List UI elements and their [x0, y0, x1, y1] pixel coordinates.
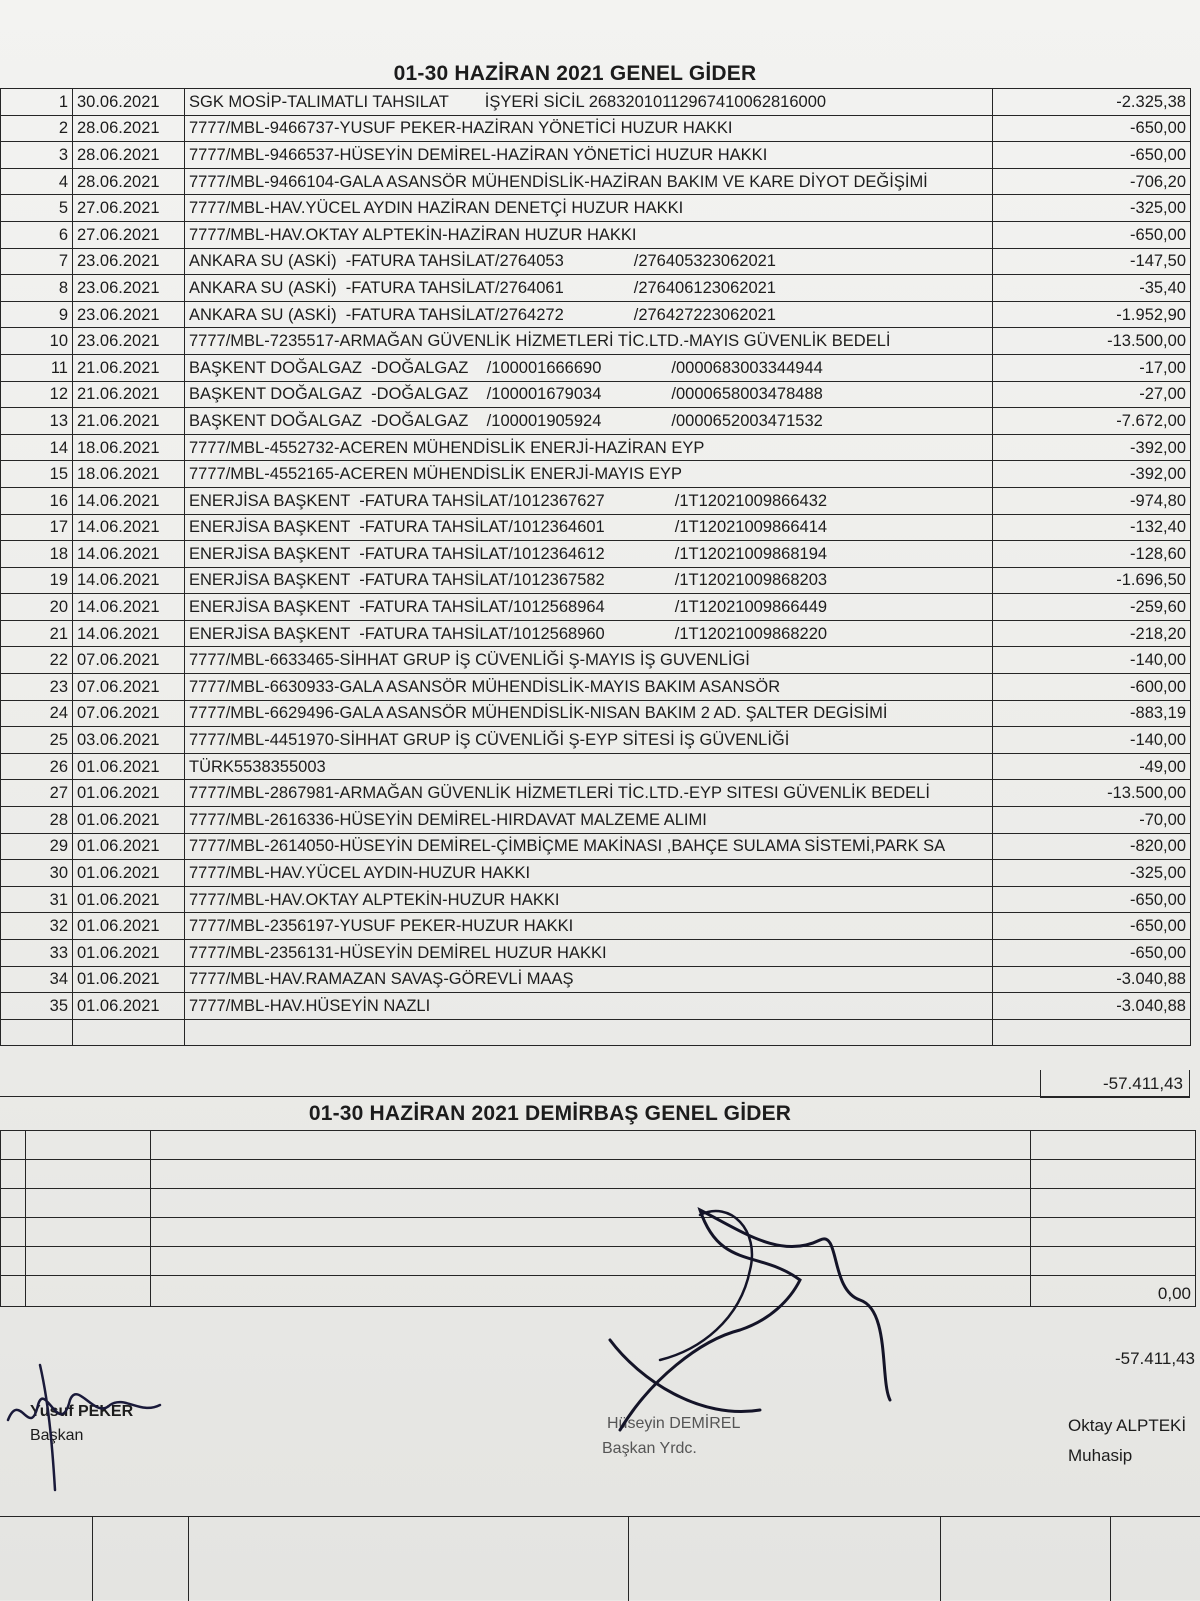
table-row — [1, 1131, 1196, 1160]
fixed-asset-table — [0, 1130, 1196, 1307]
row-description — [185, 195, 993, 222]
row-amount: -600,00 — [993, 674, 1191, 701]
row-description-text: 7777/MBL-6633465-SİHHAT GRUP İŞ CÜVENLİĞİ Ş-MAYIS İŞ GUVENLİGİ — [189, 651, 750, 670]
row-description — [185, 700, 993, 727]
row-reference: İŞYERİ SİCİL 2683201011296741006281600​0 — [484, 92, 827, 111]
row-date: 01.06.2021 — [73, 807, 185, 834]
expense-table — [0, 88, 1191, 1046]
row-amount: -2.325,38 — [993, 89, 1191, 116]
row-date: 21.06.2021 — [73, 381, 185, 408]
general-total: -57.411,43 — [1040, 1070, 1190, 1098]
footer-grid-line — [940, 1517, 941, 1601]
row-number: 18 — [1, 541, 73, 568]
row-description — [185, 860, 993, 887]
row-number: 2 — [1, 115, 73, 142]
row-number: 21 — [1, 620, 73, 647]
row-description — [185, 248, 993, 275]
row-description — [185, 620, 993, 647]
row-description — [185, 674, 993, 701]
row-amount: -13.500,00 — [993, 780, 1191, 807]
row-description — [185, 115, 993, 142]
row-reference: /0000658003478488 — [671, 385, 823, 404]
row-amount: -650,00 — [993, 940, 1191, 967]
row-description-text: 7777/MBL-HAV.OKTAY ALPTEKİN-HUZUR HAKKI — [189, 890, 560, 909]
table-row — [1, 1160, 1196, 1189]
row-number: 10 — [1, 328, 73, 355]
row-number: 17 — [1, 514, 73, 541]
footer-grid-line — [92, 1517, 93, 1601]
row-amount: -49,00 — [993, 753, 1191, 780]
row-amount: -7.672,00 — [993, 408, 1191, 435]
row-description-text: 7777/MBL-6630933-GALA ASANSÖR MÜHENDİSLİK-MAYIS BAKIM ASANSÖR — [189, 677, 781, 696]
row-description-text: 7777/MBL-HAV.OKTAY ALPTEKİN-HAZİRAN HUZUR HAKKI — [189, 225, 637, 244]
signatory-name-3: Oktay ALPTEKİ — [1068, 1416, 1187, 1435]
row-description — [185, 434, 993, 461]
row-reference: /1T12021009866414 — [674, 518, 828, 537]
row-amount: -140,00 — [993, 647, 1191, 674]
row-number: 34 — [1, 966, 73, 993]
footer-grid-line — [188, 1517, 189, 1601]
row-description — [185, 301, 993, 328]
row-number: 24 — [1, 700, 73, 727]
signatory-name-1: Yusuf PEKER — [30, 1403, 134, 1420]
row-description-text: ANKARA SU (ASKİ) -FATURA TAHSİLAT/2764053 — [189, 252, 564, 271]
row-description — [185, 727, 993, 754]
row-description-text: SGK MOSİP-TALIMATLI TAHSILAT — [189, 92, 449, 111]
row-description-text: 7777/MBL-2614050-HÜSEYİN DEMİREL-ÇİMBİÇME MAKİNASI ,BAHÇE SULAMA SİSTEMİ,PARK SA — [189, 837, 946, 856]
row-date: 07.06.2021 — [73, 700, 185, 727]
row-description — [185, 993, 993, 1020]
footer-grid-line — [1110, 1517, 1111, 1601]
row-amount: -147,50 — [993, 248, 1191, 275]
row-description-text: 7777/MBL-HAV.RAMAZAN SAVAŞ-GÖREVLİ MAAŞ — [189, 970, 574, 989]
row-date: 01.06.2021 — [73, 966, 185, 993]
row-date: 28.06.2021 — [73, 115, 185, 142]
row-description-text: BAŞKENT DOĞALGAZ -DOĞALGAZ /100001679034 — [189, 385, 602, 404]
row-number: 14 — [1, 434, 73, 461]
row-description-text: ANKARA SU (ASKİ) -FATURA TAHSİLAT/2764272 — [189, 305, 564, 324]
row-amount: -325,00 — [993, 195, 1191, 222]
row-date: 21.06.2021 — [73, 354, 185, 381]
table-row — [1, 674, 1191, 701]
empty-cell — [185, 1019, 993, 1046]
table-row — [1, 594, 1191, 621]
row-number: 33 — [1, 940, 73, 967]
row-description — [185, 275, 993, 302]
row-amount: -140,00 — [993, 727, 1191, 754]
table-row — [1, 1189, 1196, 1218]
row-number: 1 — [1, 89, 73, 116]
row-description — [185, 753, 993, 780]
table-row — [1, 780, 1191, 807]
row-date: 23.06.2021 — [73, 248, 185, 275]
row-number: 15 — [1, 461, 73, 488]
row-number: 4 — [1, 168, 73, 195]
row-number: 12 — [1, 381, 73, 408]
row-amount: -27,00 — [993, 381, 1191, 408]
footer-grid-line — [628, 1517, 629, 1601]
row-description-text: ANKARA SU (ASKİ) -FATURA TAHSİLAT/2764061 — [189, 278, 564, 297]
table-row — [1, 1247, 1196, 1276]
row-description — [185, 408, 993, 435]
table-row — [1, 354, 1191, 381]
row-description-text: TÜRK5538355003 — [189, 757, 326, 776]
row-date: 14.06.2021 — [73, 514, 185, 541]
table-row — [1, 541, 1191, 568]
row-reference: /276427223062021 — [633, 305, 776, 324]
row-amount: -325,00 — [993, 860, 1191, 887]
row-description-text: ENERJİSA BAŞKENT -FATURA TAHSİLAT/1012568964 — [189, 598, 605, 617]
row-reference: /276405323062021 — [633, 252, 776, 271]
table-row — [1, 1276, 1196, 1307]
table-row — [1, 993, 1191, 1020]
row-description — [185, 221, 993, 248]
row-date: 03.06.2021 — [73, 727, 185, 754]
table-row — [1, 1019, 1191, 1046]
row-date: 01.06.2021 — [73, 993, 185, 1020]
table-row — [1, 487, 1191, 514]
row-date: 21.06.2021 — [73, 408, 185, 435]
row-amount: -3.040,88 — [993, 966, 1191, 993]
row-number: 35 — [1, 993, 73, 1020]
table-row — [1, 700, 1191, 727]
table-row — [1, 567, 1191, 594]
row-date: 23.06.2021 — [73, 328, 185, 355]
row-date: 01.06.2021 — [73, 780, 185, 807]
table-row — [1, 328, 1191, 355]
row-description — [185, 541, 993, 568]
row-description-text: 7777/MBL-4552732-ACEREN MÜHENDİSLİK ENERJİ-HAZİRAN EYP — [189, 438, 705, 457]
row-number: 5 — [1, 195, 73, 222]
row-date: 18.06.2021 — [73, 434, 185, 461]
empty-cell — [993, 1019, 1191, 1046]
row-number: 25 — [1, 727, 73, 754]
row-amount: -392,00 — [993, 461, 1191, 488]
row-reference: /1T12021009866432 — [674, 491, 828, 510]
row-number: 16 — [1, 487, 73, 514]
row-date: 14.06.2021 — [73, 594, 185, 621]
row-reference: /0000683003344944 — [671, 358, 823, 377]
row-description — [185, 168, 993, 195]
row-number: 8 — [1, 275, 73, 302]
row-description — [185, 966, 993, 993]
row-reference: /276406123062021 — [633, 278, 776, 297]
row-description-text: 7777/MBL-9466104-GALA ASANSÖR MÜHENDİSLİK-HAZİRAN BAKIM VE KARE DİYOT DEĞİŞİMİ — [189, 172, 928, 191]
row-amount: -650,00 — [993, 142, 1191, 169]
row-date: 28.06.2021 — [73, 168, 185, 195]
table-row — [1, 807, 1191, 834]
table-row — [1, 940, 1191, 967]
table-row — [1, 727, 1191, 754]
row-amount: -17,00 — [993, 354, 1191, 381]
row-amount: -70,00 — [993, 807, 1191, 834]
row-description — [185, 89, 993, 116]
table-row — [1, 461, 1191, 488]
row-description — [185, 461, 993, 488]
table-row — [1, 833, 1191, 860]
row-number: 20 — [1, 594, 73, 621]
row-description — [185, 381, 993, 408]
row-date: 23.06.2021 — [73, 275, 185, 302]
row-description — [185, 328, 993, 355]
row-description — [185, 487, 993, 514]
row-number: 22 — [1, 647, 73, 674]
row-number: 6 — [1, 221, 73, 248]
row-number: 27 — [1, 780, 73, 807]
row-amount: -259,60 — [993, 594, 1191, 621]
row-description-text: 7777/MBL-6629496-GALA ASANSÖR MÜHENDİSLİK-NISAN BAKIM 2 AD. ŞALTER DEGİSİMİ — [189, 704, 888, 723]
row-reference: /0000652003471532 — [671, 411, 823, 430]
row-description-text: 7777/MBL-4552165-ACEREN MÜHENDİSLİK ENERJİ-MAYIS EYP — [189, 465, 683, 484]
row-date: 28.06.2021 — [73, 142, 185, 169]
row-number: 11 — [1, 354, 73, 381]
table-row — [1, 168, 1191, 195]
table-row — [1, 248, 1191, 275]
row-description-text: 7777/MBL-2356197-YUSUF PEKER-HUZUR HAKKI — [189, 917, 574, 936]
row-number: 29 — [1, 833, 73, 860]
row-description-text: 7777/MBL-9466537-HÜSEYİN DEMİREL-HAZİRAN YÖNETİCİ HUZUR HAKKI — [189, 145, 768, 164]
table-row — [1, 434, 1191, 461]
empty-cell — [73, 1019, 185, 1046]
row-date: 27.06.2021 — [73, 195, 185, 222]
row-amount: -650,00 — [993, 913, 1191, 940]
table-row — [1, 408, 1191, 435]
row-number: 26 — [1, 753, 73, 780]
row-date: 14.06.2021 — [73, 567, 185, 594]
row-description-text: BAŞKENT DOĞALGAZ -DOĞALGAZ /100001905924 — [189, 411, 602, 430]
row-date: 07.06.2021 — [73, 647, 185, 674]
table-row — [1, 620, 1191, 647]
row-description-text: 7777/MBL-2867981-ARMAĞAN GÜVENLİK HİZMETLERİ TİC.LTD.-EYP SITESI GÜVENLİK BEDELİ — [189, 784, 930, 803]
signatory-role-2: Başkan Yrdc. — [602, 1440, 697, 1457]
row-date: 18.06.2021 — [73, 461, 185, 488]
row-number: 13 — [1, 408, 73, 435]
row-description — [185, 886, 993, 913]
table-row — [1, 381, 1191, 408]
row-description — [185, 913, 993, 940]
row-amount: -1.952,90 — [993, 301, 1191, 328]
row-reference: /1T12021009866449 — [674, 598, 828, 617]
table-row — [1, 301, 1191, 328]
row-amount: -3.040,88 — [993, 993, 1191, 1020]
grand-total: -57.411,43 — [1114, 1349, 1195, 1368]
row-description-text: 7777/MBL-9466737-YUSUF PEKER-HAZİRAN YÖNETİCİ HUZUR HAKKI — [189, 119, 733, 138]
row-date: 14.06.2021 — [73, 487, 185, 514]
row-date: 30.06.2021 — [73, 89, 185, 116]
row-description — [185, 807, 993, 834]
row-description-text: ENERJİSA BAŞKENT -FATURA TAHSİLAT/1012364601 — [189, 518, 605, 537]
row-amount: -128,60 — [993, 541, 1191, 568]
row-date: 01.06.2021 — [73, 913, 185, 940]
row-description — [185, 567, 993, 594]
row-date: 01.06.2021 — [73, 753, 185, 780]
row-amount: -1.696,50 — [993, 567, 1191, 594]
table-row — [1, 913, 1191, 940]
row-amount: -820,00 — [993, 833, 1191, 860]
signatory-role-3: Muhasip — [1068, 1446, 1133, 1465]
row-date: 01.06.2021 — [73, 833, 185, 860]
row-description-text: ENERJİSA BAŞKENT -FATURA TAHSİLAT/1012364612 — [189, 544, 605, 563]
row-number: 3 — [1, 142, 73, 169]
table-row — [1, 886, 1191, 913]
row-amount: -132,40 — [993, 514, 1191, 541]
row-amount: -706,20 — [993, 168, 1191, 195]
row-date: 01.06.2021 — [73, 940, 185, 967]
row-description — [185, 647, 993, 674]
row-date: 01.06.2021 — [73, 860, 185, 887]
total-rule — [0, 1096, 1190, 1097]
page-title: 01-30 HAZİRAN 2021 GENEL GİDER — [393, 62, 757, 85]
row-date: 14.06.2021 — [73, 541, 185, 568]
row-amount: -650,00 — [993, 886, 1191, 913]
row-date: 07.06.2021 — [73, 674, 185, 701]
footer-grid — [0, 1516, 1200, 1601]
row-description-text: ENERJİSA BAŞKENT -FATURA TAHSİLAT/1012568960 — [189, 624, 605, 643]
row-number: 9 — [1, 301, 73, 328]
row-number: 28 — [1, 807, 73, 834]
table-row — [1, 275, 1191, 302]
row-number: 23 — [1, 674, 73, 701]
empty-cell — [1, 1019, 73, 1046]
signatory-role-1: Başkan — [30, 1427, 84, 1444]
row-description — [185, 354, 993, 381]
row-description — [185, 142, 993, 169]
row-reference: /1T12021009868203 — [674, 571, 828, 590]
table-row — [1, 860, 1191, 887]
row-amount: -392,00 — [993, 434, 1191, 461]
row-description — [185, 780, 993, 807]
row-date: 23.06.2021 — [73, 301, 185, 328]
table-row — [1, 753, 1191, 780]
signatory-name-2: Hüseyin DEMİREL — [607, 1415, 741, 1432]
row-number: 31 — [1, 886, 73, 913]
table-row — [1, 195, 1191, 222]
row-number: 19 — [1, 567, 73, 594]
row-amount: -13.500,00 — [993, 328, 1191, 355]
fixed-asset-total: 0,00 — [1031, 1276, 1196, 1307]
table-row — [1, 1218, 1196, 1247]
row-description — [185, 940, 993, 967]
row-description — [185, 514, 993, 541]
row-amount: -35,40 — [993, 275, 1191, 302]
row-amount: -883,19 — [993, 700, 1191, 727]
row-number: 32 — [1, 913, 73, 940]
row-number: 7 — [1, 248, 73, 275]
row-amount: -974,80 — [993, 487, 1191, 514]
row-amount: -218,20 — [993, 620, 1191, 647]
row-date: 14.06.2021 — [73, 620, 185, 647]
table-row — [1, 89, 1191, 116]
table-row — [1, 142, 1191, 169]
row-reference: /1T12021009868194 — [674, 544, 828, 563]
row-amount: -650,00 — [993, 115, 1191, 142]
row-description-text: 7777/MBL-7235517-ARMAĞAN GÜVENLİK HİZMETLERİ TİC.LTD.-MAYIS GÜVENLİK BEDELİ — [189, 332, 891, 351]
row-description-text: 7777/MBL-4451970-SİHHAT GRUP İŞ CÜVENLİĞİ Ş-EYP SİTESİ İŞ GÜVENLİĞİ — [189, 731, 790, 750]
row-number: 30 — [1, 860, 73, 887]
row-date: 27.06.2021 — [73, 221, 185, 248]
row-description — [185, 833, 993, 860]
row-date: 01.06.2021 — [73, 886, 185, 913]
table-row — [1, 115, 1191, 142]
row-reference: /1T12021009868220 — [674, 624, 828, 643]
row-description-text: ENERJİSA BAŞKENT -FATURA TAHSİLAT/1012367627 — [189, 491, 605, 510]
row-description-text: BAŞKENT DOĞALGAZ -DOĞALGAZ /100001666690 — [189, 358, 602, 377]
table-row — [1, 647, 1191, 674]
table-row — [1, 966, 1191, 993]
row-description — [185, 594, 993, 621]
row-description-text: 7777/MBL-HAV.YÜCEL AYDIN HAZİRAN DENETÇİ HUZUR HAKKI — [189, 199, 684, 218]
row-description-text: 7777/MBL-2616336-HÜSEYİN DEMİREL-HIRDAVAT MALZEME ALIMI — [189, 810, 707, 829]
table-row — [1, 514, 1191, 541]
table-row — [1, 221, 1191, 248]
fixed-asset-title: 01-30 HAZİRAN 2021 DEMİRBAŞ GENEL GİDER — [308, 1102, 792, 1125]
row-description-text: ENERJİSA BAŞKENT -FATURA TAHSİLAT/1012367582 — [189, 571, 605, 590]
row-description-text: 7777/MBL-HAV.YÜCEL AYDIN-HUZUR HAKKI — [189, 864, 531, 883]
row-description-text: 7777/MBL-2356131-HÜSEYİN DEMİREL HUZUR HAKKI — [189, 943, 607, 962]
row-amount: -650,00 — [993, 221, 1191, 248]
row-description-text: 7777/MBL-HAV.HÜSEYİN NAZLI — [189, 996, 431, 1015]
